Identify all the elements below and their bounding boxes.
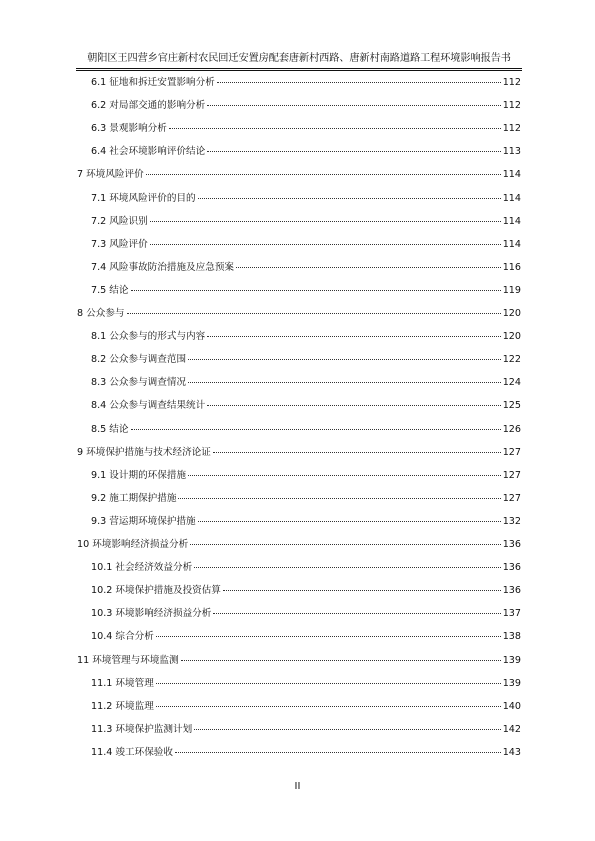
toc-section-entry[interactable] (91, 238, 521, 252)
toc-dot-leader (131, 429, 501, 430)
toc-entry-page: 139 (502, 677, 521, 689)
toc-chapter-entry[interactable] (77, 654, 521, 668)
toc-section-entry[interactable] (91, 76, 521, 90)
toc-entry-page: 120 (502, 331, 521, 343)
toc-section-entry[interactable] (91, 399, 521, 413)
toc-dot-leader (207, 105, 500, 106)
toc-entry-title: 8.5 结论 (91, 423, 129, 435)
toc-dot-leader (188, 382, 501, 383)
toc-dot-leader (146, 174, 501, 175)
toc-entry-title: 8.2 公众参与调查范围 (91, 354, 187, 366)
toc-section-entry[interactable] (91, 469, 521, 483)
toc-entry-page: 119 (502, 284, 521, 296)
toc-dot-leader (213, 452, 501, 453)
toc-chapter-entry[interactable] (77, 168, 521, 182)
toc-section-entry[interactable] (91, 677, 521, 691)
toc-section-entry[interactable] (91, 122, 521, 136)
toc-dot-leader (156, 706, 501, 707)
toc-dot-leader (150, 244, 501, 245)
toc-entry-page: 142 (502, 723, 521, 735)
toc-dot-leader (156, 636, 501, 637)
toc-entry-page: 139 (502, 654, 521, 666)
toc-section-entry[interactable] (91, 746, 521, 760)
toc-entry-page: 122 (502, 354, 521, 366)
toc-entry-page: 127 (502, 492, 521, 504)
toc-entry-page: 127 (502, 469, 521, 481)
header-rule-thick (76, 70, 522, 71)
toc-chapter-entry[interactable] (77, 446, 521, 460)
toc-dot-leader (194, 729, 501, 730)
toc-entry-title: 11.4 竣工环保验收 (91, 746, 173, 758)
toc-dot-leader (190, 544, 500, 545)
toc-entry-page: 114 (502, 192, 521, 204)
toc-entry-page: 127 (502, 446, 521, 458)
toc-dot-leader (236, 267, 501, 268)
toc-entry-title: 10.1 社会经济效益分析 (91, 562, 193, 574)
toc-entry-page: 116 (502, 261, 521, 273)
toc-section-entry[interactable] (91, 584, 521, 598)
toc-entry-page: 112 (502, 100, 521, 112)
toc-dot-leader (198, 521, 501, 522)
toc-entry-page: 132 (502, 515, 521, 527)
header-rule-thin (76, 68, 522, 69)
toc-entry-page: 137 (502, 608, 521, 620)
toc-dot-leader (175, 752, 501, 753)
toc-entry-page: 125 (502, 400, 521, 412)
toc-dot-leader (207, 336, 500, 337)
toc-entry-title: 6.1 征地和拆迁安置影响分析 (91, 77, 215, 88)
toc-section-entry[interactable] (91, 192, 521, 206)
toc-entry-title: 9 环境保护措施与技术经济论证 (77, 446, 211, 458)
toc-entry-page: 112 (502, 77, 521, 88)
toc-entry-title: 9.1 设计期的环保措施 (91, 469, 187, 481)
toc-entry-title: 7.4 风险事故防治措施及应急预案 (91, 261, 235, 273)
toc-dot-leader (223, 590, 501, 591)
toc-entry-title: 11.2 环境监理 (91, 700, 154, 712)
toc-entry-title: 11 环境管理与环境监测 (77, 654, 179, 666)
toc-entry-title: 7.3 风险评价 (91, 238, 148, 250)
toc-entry-page: 120 (502, 308, 521, 319)
toc-section-entry[interactable] (91, 330, 521, 344)
toc-dot-leader (188, 475, 501, 476)
toc-entry-title: 11.3 环境保护监测计划 (91, 723, 193, 735)
toc-entry-title: 10 环境影响经济损益分析 (77, 539, 189, 550)
toc-dot-leader (181, 660, 501, 661)
toc-dot-leader (169, 128, 501, 129)
toc-dot-leader (127, 313, 501, 314)
toc-section-entry[interactable] (91, 376, 521, 390)
toc-entry-title: 10.4 综合分析 (91, 631, 154, 643)
toc-entry-title: 8.4 公众参与调查结果统计 (91, 400, 206, 412)
toc-entry-title: 7 环境风险评价 (77, 169, 144, 181)
toc-dot-leader (131, 290, 501, 291)
toc-dot-leader (213, 613, 500, 614)
toc-entry-page: 124 (502, 377, 521, 389)
toc-section-entry[interactable] (91, 515, 521, 529)
toc-entry-page: 138 (502, 631, 521, 643)
toc-section-entry[interactable] (91, 700, 521, 714)
toc-dot-leader (194, 567, 501, 568)
toc-entry-title: 10.2 环境保护措施及投资估算 (91, 585, 221, 597)
toc-entry-page: 113 (502, 146, 521, 158)
toc-dot-leader (188, 359, 501, 360)
toc-chapter-entry[interactable] (77, 307, 521, 321)
toc-entry-page: 126 (502, 423, 521, 435)
toc-dot-leader (207, 405, 500, 406)
toc-entry-page: 136 (502, 539, 521, 550)
toc-entry-page: 112 (502, 123, 521, 135)
toc-dot-leader (207, 151, 500, 152)
toc-dot-leader (156, 683, 501, 684)
toc-dot-leader (150, 221, 501, 222)
toc-section-entry[interactable] (91, 561, 521, 575)
running-header: 朝阳区王四营乡官庄新村农民回迁安置房配套唐新村西路、唐新村南路道路工程环境影响报告书 (87, 53, 511, 64)
toc-section-entry[interactable] (91, 99, 521, 113)
toc-section-entry[interactable] (91, 423, 521, 437)
toc-dot-leader (217, 82, 501, 83)
toc-section-entry[interactable] (91, 723, 521, 737)
toc-entry-title: 8 公众参与 (77, 308, 125, 319)
toc-entry-title: 8.3 公众参与调查情况 (91, 377, 187, 389)
toc-entry-page: 136 (502, 562, 521, 574)
toc-entry-title: 7.1 环境风险评价的目的 (91, 192, 196, 204)
toc-dot-leader (198, 198, 501, 199)
toc-entry-title: 6.4 社会环境影响评价结论 (91, 146, 206, 158)
toc-entry-title: 8.1 公众参与的形式与内容 (91, 331, 206, 343)
toc-section-entry[interactable] (91, 492, 521, 506)
toc-entry-page: 143 (502, 746, 521, 758)
toc-section-entry[interactable] (91, 215, 521, 229)
toc-section-entry[interactable] (91, 145, 521, 159)
toc-entry-page: 114 (502, 238, 521, 250)
toc-dot-leader (178, 498, 500, 499)
toc-entry-title: 6.3 景观影响分析 (91, 123, 167, 135)
toc-chapter-entry[interactable] (77, 538, 521, 552)
page-number: II (294, 781, 301, 792)
toc-entry-title: 7.5 结论 (91, 284, 129, 296)
toc-section-entry[interactable] (91, 353, 521, 367)
toc-entry-page: 114 (502, 169, 521, 181)
toc-entry-title: 7.2 风险识别 (91, 215, 148, 227)
toc-entry-title: 6.2 对局部交通的影响分析 (91, 100, 206, 112)
toc-entry-page: 114 (502, 215, 521, 227)
toc-entry-title: 9.3 营运期环境保护措施 (91, 515, 196, 527)
toc-entry-page: 136 (502, 585, 521, 597)
toc-section-entry[interactable] (91, 261, 521, 275)
toc-section-entry[interactable] (91, 284, 521, 298)
toc-entry-page: 140 (502, 700, 521, 712)
toc-entry-title: 10.3 环境影响经济损益分析 (91, 608, 212, 620)
toc-section-entry[interactable] (91, 630, 521, 644)
toc-section-entry[interactable] (91, 607, 521, 621)
toc-entry-title: 9.2 施工期保护措施 (91, 492, 177, 504)
toc-entry-title: 11.1 环境管理 (91, 677, 154, 689)
